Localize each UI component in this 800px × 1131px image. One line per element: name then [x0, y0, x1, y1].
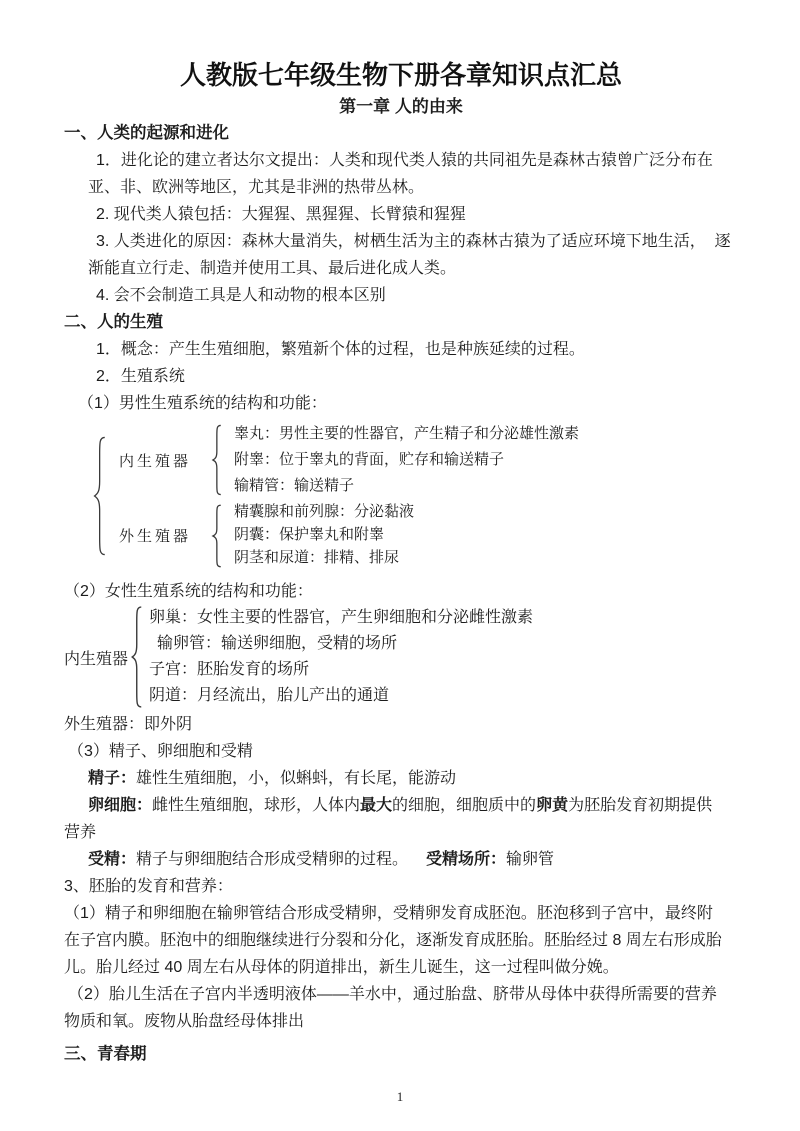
- egg-text: 的细胞，细胞质中的: [392, 797, 537, 814]
- diagram-item: 子宫：胚胎发育的场所: [149, 661, 310, 678]
- male-reproductive-diagram: [92, 421, 738, 570]
- external-genitalia-line: 外生殖器：即外阴: [64, 716, 193, 733]
- embryo-heading: 3、胚胎的发育和营养：: [64, 878, 233, 895]
- text-line: 4. 会不会制造工具是人和动物的根本区别: [96, 287, 386, 304]
- diagram-item: 输卵管：输送卵细胞，受精的场所: [157, 635, 398, 652]
- text-line: （1）精子和卵细胞在输卵管结合形成受精卵，受精卵发育成胚泡。胚泡移到子宫中，最终附: [64, 905, 713, 922]
- outer-left-brace: [92, 435, 109, 557]
- diagram-item: 睾丸：男性主要的性器官，产生精子和分泌雄性激素: [234, 426, 580, 442]
- text-line: 1．进化论的建立者达尔文提出：人类和现代类人猿的共同祖先是森林古猿曾广泛分布在: [96, 152, 713, 169]
- diagram-item: 输精管：输送精子: [234, 478, 355, 494]
- text-line: 3. 人类进化的原因：森林大量消失，树栖生活为主的森林古猿为了适应环境下地生活， 逐: [96, 233, 731, 250]
- sperm-label: 精子：: [88, 770, 137, 787]
- system-line: 2．生殖系统: [96, 368, 185, 385]
- document-title: 人教版七年级生物下册各章知识点汇总: [179, 60, 622, 90]
- text-line: 亚、非、欧洲等地区，尤其是非洲的热带丛林。: [88, 179, 425, 196]
- fertilization-site-label: 受精场所：: [426, 851, 507, 868]
- gametes-heading: （3）精子、卵细胞和受精: [68, 743, 253, 760]
- fertilization-line: [64, 846, 738, 873]
- female-reproductive-diagram: [64, 605, 738, 709]
- chapter-heading: 第一章 人的由来: [339, 97, 463, 116]
- male-diagram-groups: [119, 421, 579, 570]
- internal-genitalia-label: 内生殖器: [119, 453, 192, 470]
- text-line: 物质和氧。废物从胎盘经母体排出: [64, 1013, 305, 1030]
- diagram-item: 阴囊：保护睾丸和附睾: [234, 527, 385, 543]
- fertilization-site-text: 输卵管: [506, 851, 555, 868]
- egg-bold-biggest: 最大: [360, 797, 393, 814]
- external-genitalia-items: [234, 501, 414, 570]
- egg-cell-line: [64, 792, 738, 819]
- egg-label: 卵细胞：: [88, 797, 153, 814]
- page-number: 1: [396, 1089, 404, 1104]
- section-puberty-heading: 三、青春期: [64, 1045, 147, 1063]
- egg-text: 为胚胎发育初期提供: [568, 797, 713, 814]
- diagram-item: 阴道：月经流出，胎儿产出的通道: [149, 687, 390, 704]
- internal-genitalia-items: [234, 421, 579, 499]
- section-origin-heading: 一、人类的起源和进化: [64, 124, 229, 142]
- male-system-heading: （1）男性生殖系统的结构和功能：: [78, 395, 327, 412]
- egg-text: 雌性生殖细胞，球形，人体内: [152, 797, 361, 814]
- text-line: 儿。胎儿经过 40 周左右从母体的阴道排出，新生儿诞生，这一过程叫做分娩。: [64, 959, 619, 976]
- egg-cell-line-wrap: 营养: [64, 824, 97, 841]
- external-genitalia-group: [119, 501, 579, 570]
- diagram-item: 阴茎和尿道：排精、排尿: [234, 550, 400, 566]
- sperm-line: [64, 765, 738, 792]
- female-diagram-items: [149, 605, 533, 709]
- section-reproduction-heading: 二、人的生殖: [64, 313, 163, 331]
- internal-genitalia-label: 内生殖器: [64, 650, 129, 668]
- inner-brace: [211, 504, 224, 568]
- female-system-heading: （2）女性生殖系统的结构和功能：: [64, 583, 313, 600]
- text-line: （2）胎儿生活在子宫内半透明液体——羊水中，通过胎盘、脐带从母体中获得所需要的营养: [68, 986, 717, 1003]
- internal-genitalia-group: [119, 421, 579, 499]
- text-line: 渐能直立行走、制造并使用工具、最后进化成人类。: [88, 260, 457, 277]
- left-brace: [130, 605, 145, 709]
- text-line: 在子宫内膜。胚泡中的细胞继续进行分裂和分化，逐渐发育成胚胎。胚胎经过 8 周左右形成胎: [64, 932, 722, 949]
- text-line: 2. 现代类人猿包括：大猩猩、黑猩猩、长臂猿和猩猩: [96, 206, 466, 223]
- fertilization-label: 受精：: [88, 851, 137, 868]
- egg-bold-yolk: 卵黄: [536, 797, 569, 814]
- fertilization-text: 精子与卵细胞结合形成受精卵的过程。: [136, 851, 409, 868]
- external-genitalia-label: 外生殖器: [119, 529, 192, 545]
- diagram-item: 卵巢：女性主要的性器官，产生卵细胞和分泌雌性激素: [149, 609, 534, 626]
- concept-line: 1．概念：产生生殖细胞，繁殖新个体的过程，也是种族延续的过程。: [96, 341, 585, 358]
- inner-brace: [211, 424, 224, 496]
- sperm-text: 雄性生殖细胞，小，似蝌蚪，有长尾，能游动: [136, 770, 457, 787]
- diagram-item: 附睾：位于睾丸的背面，贮存和输送精子: [234, 452, 505, 468]
- diagram-item: 精囊腺和前列腺：分泌黏液: [234, 504, 415, 520]
